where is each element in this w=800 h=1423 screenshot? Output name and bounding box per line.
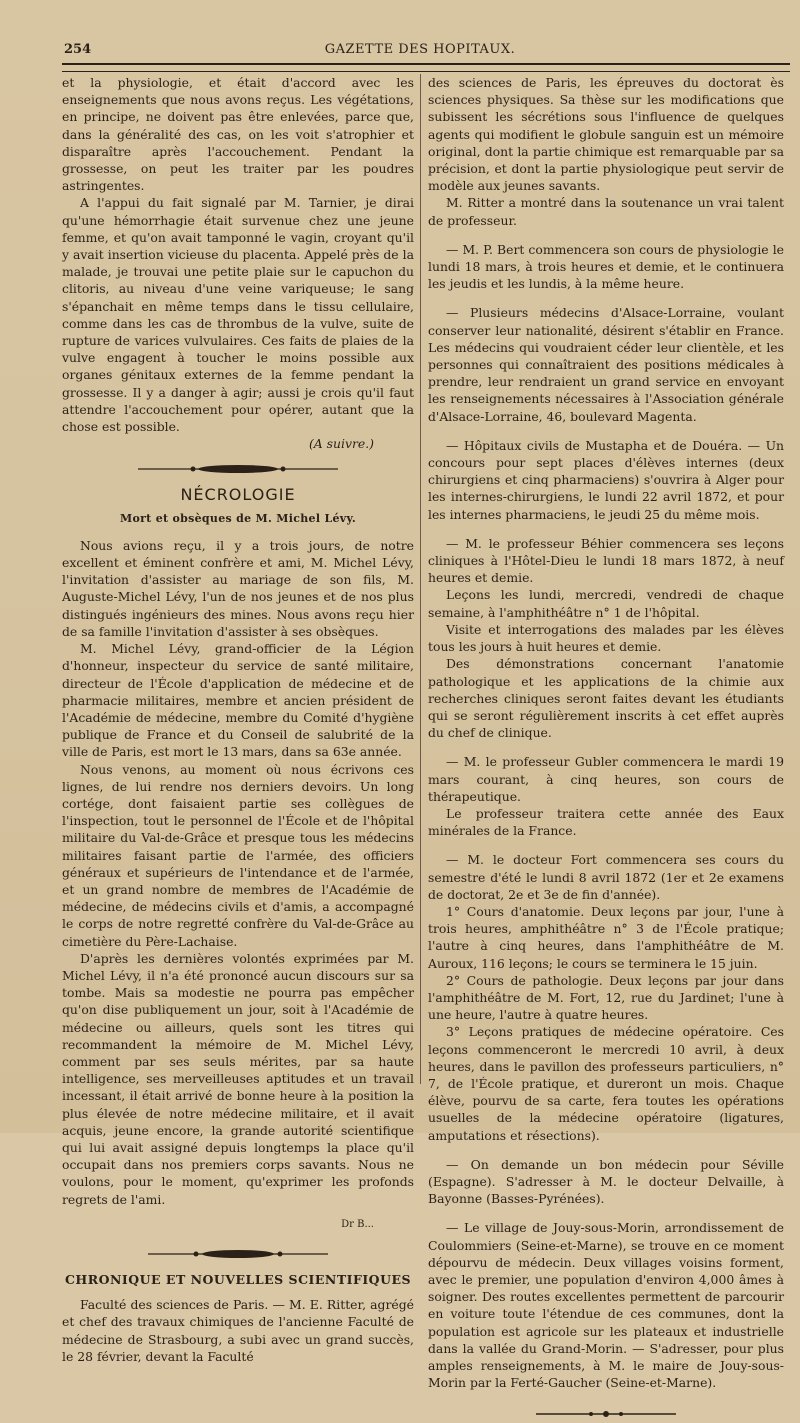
paragraph: — M. le docteur Fort commencera ses cours du semestre d'été le lundi 8 avril 1872 (1er et 2e examens de doctorat, 2e et 3e de fin d'année). [428, 852, 784, 902]
chronicle-title: CHRONIQUE ET NOUVELLES SCIENTIFIQUES [64, 1272, 412, 1287]
paragraph: — Hôpitaux civils de Mustapha et de Douéra. — Un concours pour sept places d'élèves internes (deux chirurgiens et cinq pharmaciens) s'ouvrira à Alger pour les internes-chirurgiens, le lundi 22 avril 1872, et pour les internes pharmaciens, le jeudi 25 du même mois. [428, 437, 784, 522]
signature: Dr B... [341, 1218, 374, 1230]
paragraph: — M. le professeur Béhier commencera ses leçons cliniques à l'Hôtel-Dieu le lundi 18 mars 1872, à neuf heures et demie. [428, 535, 784, 586]
paragraph: Des démonstrations concernant l'anatomie pathologique et les applications de la chimie aux recherches cliniques seront faites devant les étudiants qui se seront régulièrement inscrits à cet effet auprès du chef de clinique. [428, 656, 784, 741]
necrology-title: NÉCROLOGIE [180, 485, 296, 505]
column-divider [420, 74, 421, 1084]
to-be-continued: (A suivre.) [308, 436, 374, 452]
paragraph: Visite et interrogations des malades par les élèves tous les jours à huit heures et demie. [428, 621, 784, 655]
paragraph: M. Michel Lévy, grand-officier de la Légion d'honneur, inspecteur du service de santé militaire, directeur de l'École d'application de médecine et de pharmacie militaires, membre et ancien président de l'Académie de médecine, membre du Comité d'hygiène publique de France et du Conseil de salubrité de la ville de Paris, est mort le 13 mars, dans sa 63e année. [62, 641, 414, 760]
paragraph: — Plusieurs médecins d'Alsace-Lorraine, voulant conserver leur nationalité, désirent s'établir en France. Les médecins qui voudraient céder leur clientèle, et les personnes qui connaîtraient des positions médicales à prendre, leur rendraient un grand service en envoyant les renseignements nécessaires à l'Association générale d'Alsace-Lorraine, 46, boulevard Magenta. [428, 305, 784, 424]
paragraph: — Le village de Jouy-sous-Morin, arrondissement de Coulommiers (Seine-et-Marne), se trouve en ce moment dépourvu de médecin. Deux villages voisins forment, avec le premier, une population d'environ 4,000 âmes à soigner. Des routes excellentes permettent de parcourir en voiture toute l'étendue de ces communes, dont la population est agricole sur les plateaux et industrielle dans la vallée du Grand-Morin. — S'adresser, pour plus amples renseignements, à M. le maire de Jouy-sous-Morin par la Ferté-Gaucher (Seine-et-Marne). [428, 1220, 784, 1391]
paragraph: 2° Cours de pathologie. Deux leçons par jour dans l'amphithéâtre de M. Fort, 12, rue du Jardinet; l'une à une heure, l'autre à quatre heures. [428, 972, 784, 1023]
journal-title: GAZETTE DES HOPITAUX. [324, 42, 516, 57]
paragraph: des sciences de Paris, les épreuves du doctorat ès sciences physiques. Sa thèse sur les modifications que subissent les sécrétions sous l'influence de quelques agents qui modifient le globule sanguin est un mémoire original, dont la partie chimique est remarquable par sa précision, et dont la partie physiologique peut servir de modèle aux jeunes savants. [428, 75, 784, 194]
page-header [50, 42, 790, 62]
paragraph: et la physiologie, et était d'accord avec les enseignements que nous avons reçus. Les végétations, en principe, ne doivent pas être enlevées, parce que, dans la généralité des cas, on les voit s'atrophier et disparaître après l'accouchement. Pendant la grossesse, on peut les traiter par les poudres astringentes. [62, 75, 414, 194]
paragraph: A l'appui du fait signalé par M. Tarnier, je dirai qu'une hémorrhagie était survenue chez une jeune femme, et qu'on avait tamponné le vagin, croyant qu'il y avait insertion vicieuse du placenta. Appelé près de la malade, je trouvai une petite plaie sur le capuchon du clitoris, au niveau d'une veine variqueuse; le sang s'épanchait en même temps dans le tissu cellulaire, comme dans les cas de thrombus de la vulve, suite de rupture de varices vulvulaires. Ces faits de plaies de la vulve engagent à toucher le moins possible aux organes génitaux externes de la femme pendant la grossesse. Il y a danger à agir; aussi je crois qu'il faut attendre l'accouchement pour opérer, autant que la chose est possible. [62, 195, 414, 435]
paragraph: M. Ritter a montré dans la soutenance un vrai talent de professeur. [428, 195, 784, 228]
ornamental-divider [62, 460, 414, 478]
ornamental-divider [428, 1405, 784, 1423]
ornamental-divider [62, 1245, 414, 1263]
paragraph: 3° Leçons pratiques de médecine opératoire. Ces leçons commenceront le mercredi 10 avril, à deux heures, dans le pavillon des professeurs particuliers, n° 7, de l'École pratique, et dureront un mois. Chaque élève, pourvu de sa carte, fera toutes les opérations usuelles de la médecine opératoire (ligatures, amputations et résections). [428, 1024, 784, 1143]
right-column [428, 74, 784, 1391]
paragraph: — On demande un bon médecin pour Séville (Espagne). S'adresser à M. le docteur Delvaille, à Bayonne (Basses-Pyrénées). [428, 1156, 784, 1207]
paragraph: Nous avions reçu, il y a trois jours, de notre excellent et éminent confrère et ami, M. Michel Lévy, l'invitation d'assister au mariage de son fils, M. Auguste-Michel Lévy, l'un de nos jeunes et de nos plus distingués ingénieurs des mines. Nous avons reçu hier de sa famille l'invitation d'assister à ses obsèques. [62, 537, 414, 639]
paragraph: — M. le professeur Gubler commencera le mardi 19 mars courant, à cinq heures, son cours de thérapeutique. [428, 754, 784, 804]
necrology-subtitle: Mort et obsèques de M. Michel Lévy. [119, 511, 357, 525]
paragraph: 1° Cours d'anatomie. Deux leçons par jour, l'une à trois heures, amphithéâtre n° 3 de l'École pratique; l'autre à cinq heures, dans l'amphithéâtre de M. Auroux, 116 leçons; le cours se terminera le 15 juin. [428, 903, 784, 971]
header-double-rule [62, 63, 790, 72]
paragraph: Leçons les lundi, mercredi, vendredi de chaque semaine, à l'amphithéâtre n° 1 de l'hôpital. [428, 587, 784, 620]
paragraph: — M. P. Bert commencera son cours de physiologie le lundi 18 mars, à trois heures et demie, et le continuera les jeudis et les lundis, à la même heure. [428, 241, 784, 292]
left-column [62, 74, 414, 1364]
paragraph: Faculté des sciences de Paris. — M. E. Ritter, agrégé et chef des travaux chimiques de l'ancienne Faculté de médecine de Strasbourg, a subi avec un grand succès, le 28 février, devant la Faculté [62, 1297, 414, 1364]
paragraph: Le professeur traitera cette année des Eaux minérales de la France. [428, 805, 784, 839]
paragraph: Nous venons, au moment où nous écrivons ces lignes, de lui rendre nos derniers devoirs. Un long cortége, dont faisaient partie ses collègues de l'inspection, tout le personnel de l'École et de l'hôpital militaire du Val-de-Grâce et presque tous les médecins militaires faisant partie de l'armée, des officiers généraux et supérieurs de l'intendance et de l'armée, et un grand nombre de membres de l'Académie de médecine, de médecins civils et d'amis, a accompagné le corps de notre regretté confrère du Val-de-Grâce au cimetière du Père-Lachaise. [62, 761, 414, 949]
paragraph: D'après les dernières volontés exprimées par M. Michel Lévy, il n'a été prononcé aucun discours sur sa tombe. Mais sa modestie ne pourra pas empêcher qu'on dise publiquement un jour, soit à l'Académie de médecine ou ailleurs, quels sont les titres qui recommandent la mémoire de M. Michel Lévy, comment par ses seuls mérites, par sa haute intelligence, ses merveilleuses aptitudes et un travail incessant, il était arrivé de bonne heure à la position la plus élevée de notre médecine militaire, et il avait acquis, jeune encore, la grande autorité scientifique qui lui avait assigné depuis longtemps la place qu'il occupait dans nos premiers corps savants. Nous ne voulons, pour le moment, qu'exprimer les profonds regrets de l'ami. [62, 950, 414, 1207]
page-number: 254 [64, 42, 92, 57]
